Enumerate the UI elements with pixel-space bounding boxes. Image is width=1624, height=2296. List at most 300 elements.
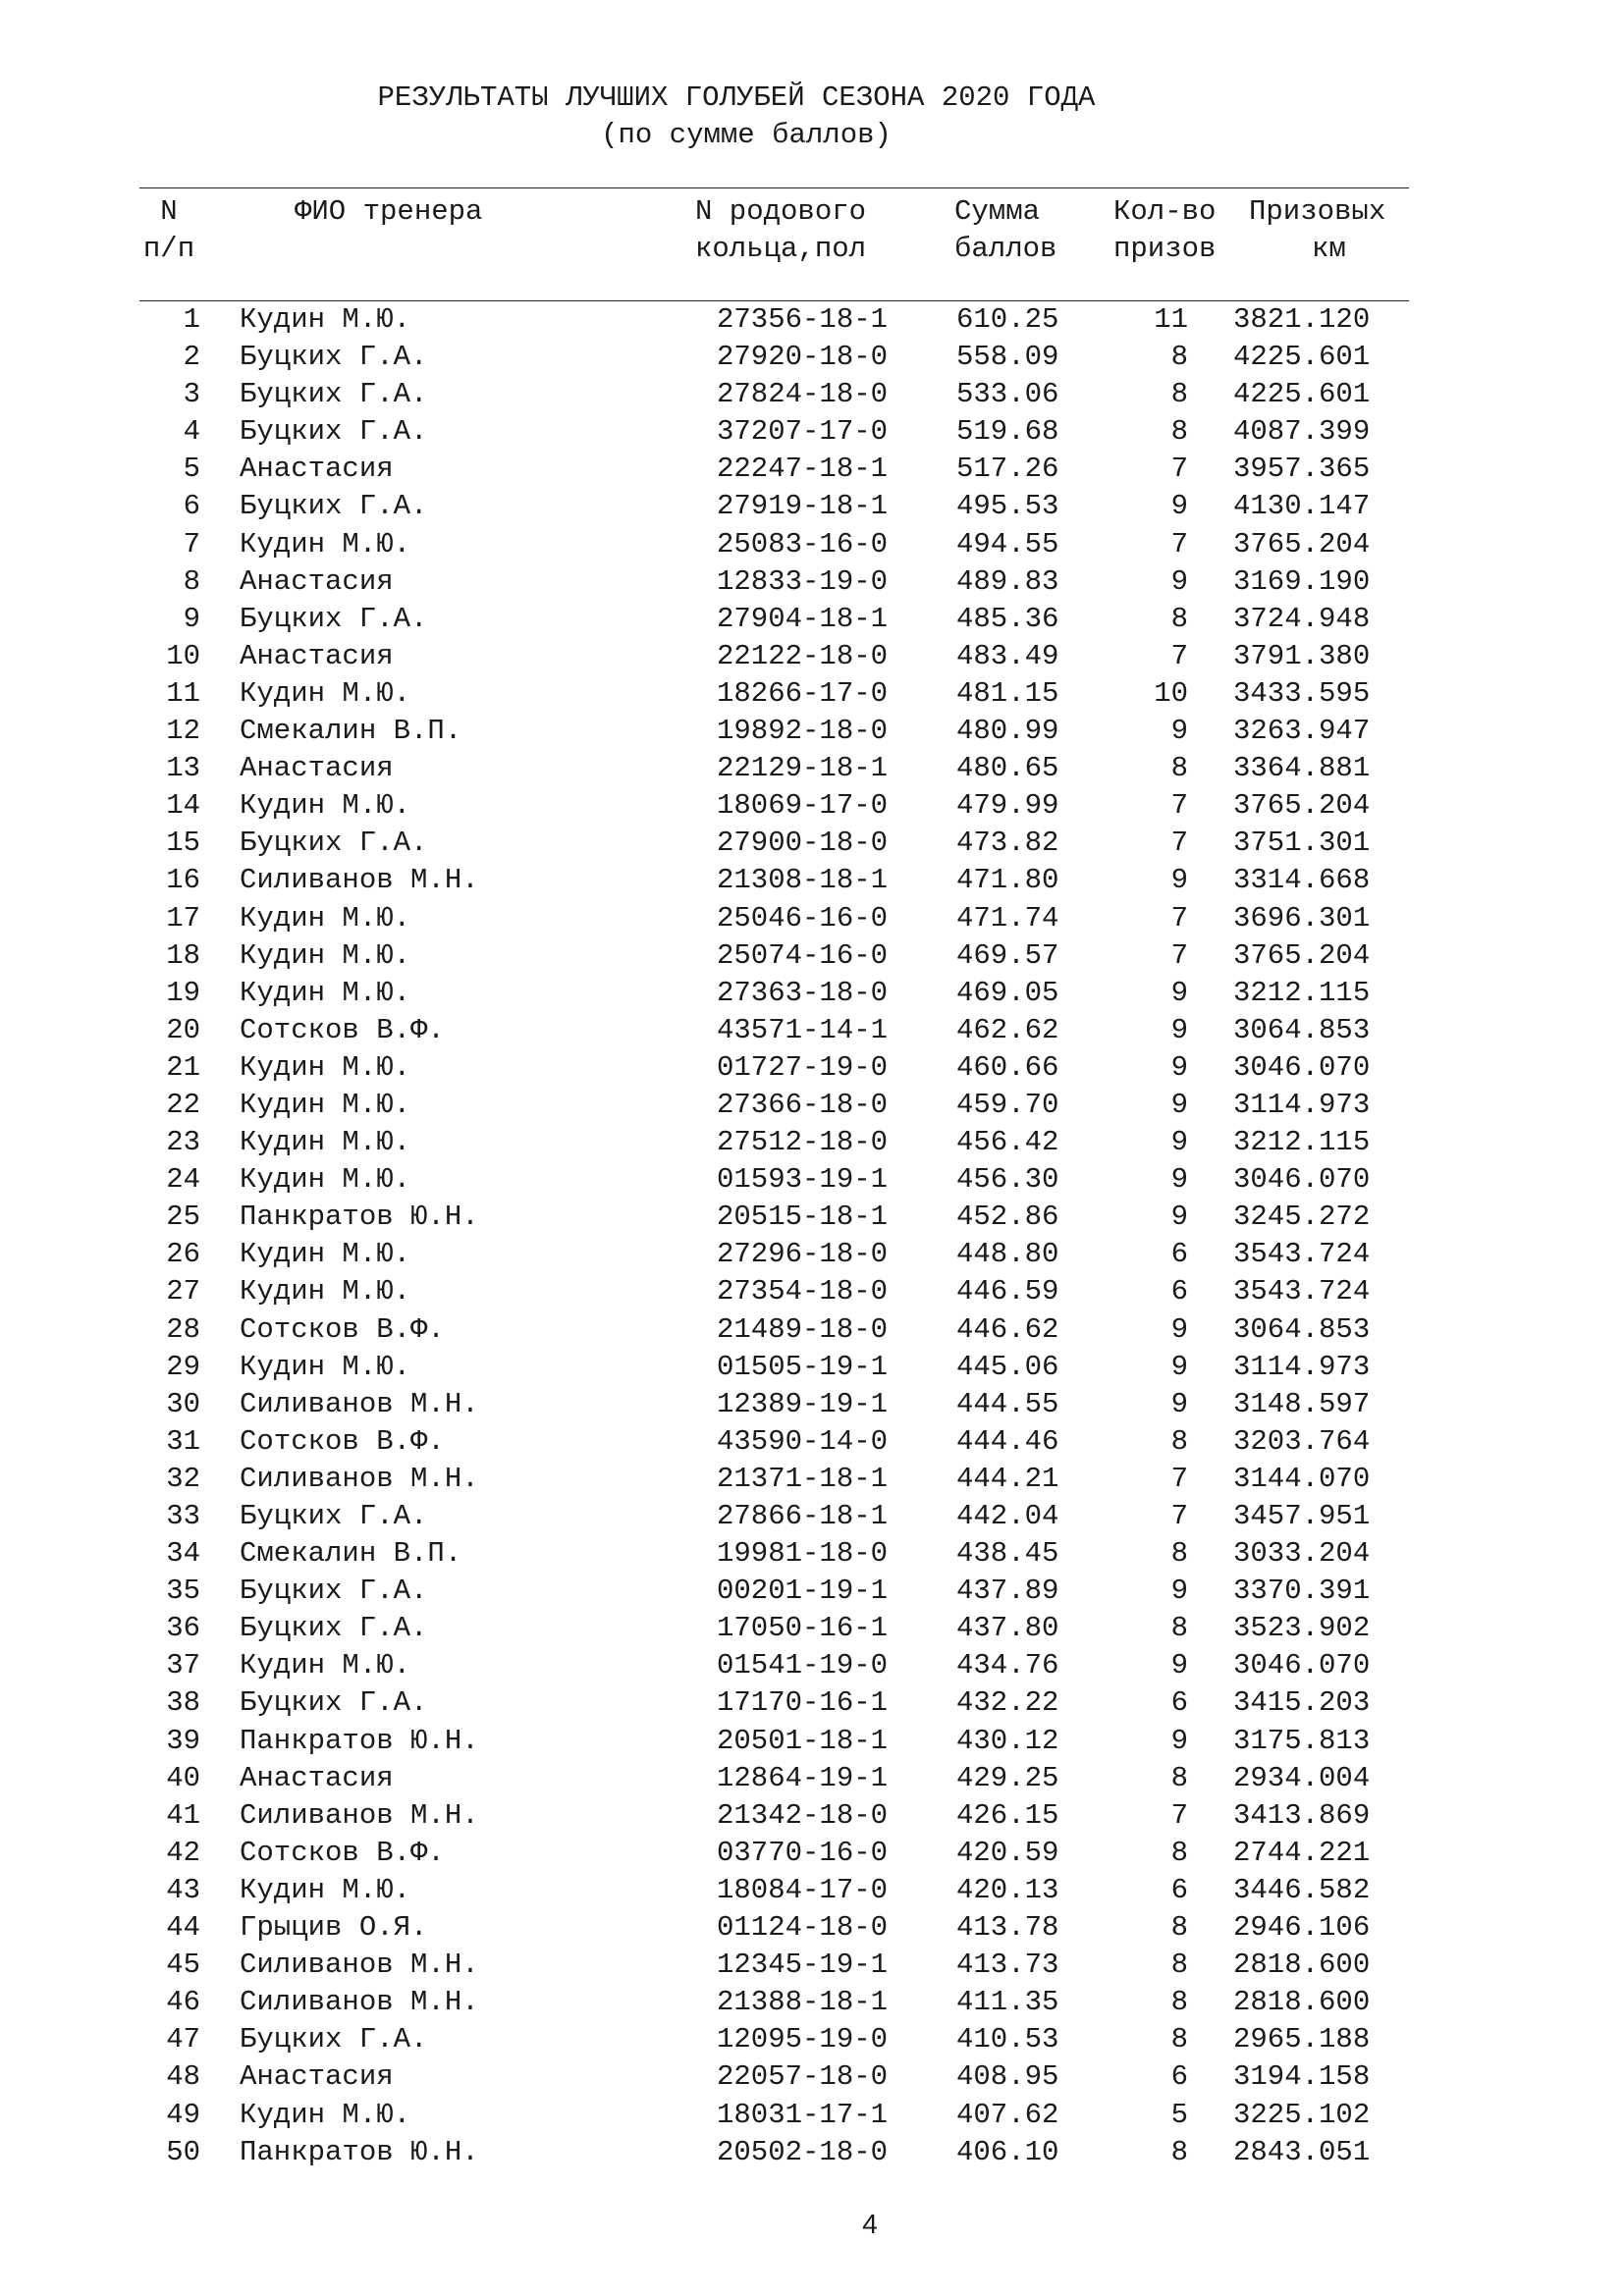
table-row [0,750,1624,787]
points-sum: 420.59 [956,1836,1059,1869]
row-number: 11 [166,676,200,710]
row-number: 44 [166,1911,200,1945]
row-number: 16 [166,864,200,897]
table-row [0,1610,1624,1647]
prize-km: 3446.582 [1233,1873,1371,1906]
row-number: 17 [166,901,200,934]
prize-count: 7 [1170,938,1188,972]
table-row [0,1647,1624,1684]
row-number: 28 [166,1312,200,1346]
points-sum: 494.55 [956,527,1059,561]
row-number: 13 [166,752,200,785]
table-row [0,376,1624,413]
prize-count: 9 [1170,1649,1188,1682]
prize-count: 7 [1170,639,1188,672]
page-subtitle: (по сумме баллов) [601,119,892,151]
prize-km: 2818.600 [1233,1949,1371,1982]
points-sum: 432.22 [956,1686,1059,1720]
points-sum: 471.80 [956,864,1059,897]
row-number: 8 [183,564,200,598]
ring-number: 18084-17-0 [717,1873,889,1906]
table-row [0,675,1624,713]
page-title: РЕЗУЛЬТАТЫ ЛУЧШИХ ГОЛУБЕЙ СЕЗОНА 2020 ГОДА [377,81,1096,114]
ring-number: 20515-18-1 [717,1201,889,1234]
points-sum: 434.76 [956,1649,1059,1682]
prize-count: 9 [1170,1050,1188,1084]
ring-number: 12095-19-0 [717,2023,889,2056]
row-number: 27 [166,1275,200,1308]
prize-km: 3245.272 [1233,1201,1371,1234]
points-sum: 437.89 [956,1575,1059,1608]
trainer-name: Силиванов М.Н. [240,1462,479,1495]
prize-km: 4087.399 [1233,415,1371,449]
trainer-name: Сотсков В.Ф. [240,1836,445,1869]
points-sum: 519.68 [956,415,1059,449]
ring-number: 21388-18-1 [717,1986,889,2019]
prize-count: 8 [1170,1424,1188,1458]
prize-count: 6 [1170,1275,1188,1308]
points-sum: 558.09 [956,341,1059,374]
header-rule-top [139,187,1409,188]
trainer-name: Анастасия [240,564,394,598]
prize-km: 4225.601 [1233,341,1371,374]
points-sum: 446.62 [956,1312,1059,1346]
trainer-name: Панкратов Ю.Н. [240,2135,479,2168]
ring-number: 27512-18-0 [717,1126,889,1159]
row-number: 32 [166,1462,200,1495]
prize-km: 3148.597 [1233,1387,1371,1420]
table-row [0,339,1624,376]
points-sum: 469.05 [956,976,1059,1009]
prize-km: 3144.070 [1233,1462,1371,1495]
row-number: 41 [166,1798,200,1832]
trainer-name: Буцких Г.А. [240,602,428,635]
points-sum: 448.80 [956,1238,1059,1271]
ring-number: 27900-18-0 [717,827,889,860]
prize-count: 9 [1170,1387,1188,1420]
trainer-name: Кудин М.Ю. [240,1163,411,1197]
row-number: 50 [166,2135,200,2168]
table-row [0,2021,1624,2058]
trainer-name: Кудин М.Ю. [240,1649,411,1682]
ring-number: 00201-19-1 [717,1575,889,1608]
table-row [0,1461,1624,1498]
trainer-name: Сотсков В.Ф. [240,1312,445,1346]
table-row [0,1909,1624,1947]
points-sum: 452.86 [956,1201,1059,1234]
ring-number: 18031-17-1 [717,2098,889,2131]
trainer-name: Анастасия [240,453,394,486]
table-row [0,713,1624,750]
prize-count: 7 [1170,901,1188,934]
trainer-name: Панкратов Ю.Н. [240,1201,479,1234]
trainer-name: Анастасия [240,1761,394,1794]
prize-km: 3543.724 [1233,1275,1371,1308]
trainer-name: Кудин М.Ю. [240,789,411,823]
points-sum: 408.95 [956,2060,1059,2094]
trainer-name: Кудин М.Ю. [240,676,411,710]
table-row [0,1124,1624,1161]
table-row [0,900,1624,937]
ring-number: 37207-17-0 [717,415,889,449]
ring-number: 12389-19-1 [717,1387,889,1420]
table-row [0,937,1624,975]
points-sum: 473.82 [956,827,1059,860]
prize-count: 10 [1154,676,1188,710]
table-row [0,1199,1624,1236]
prize-count: 9 [1170,1724,1188,1757]
prize-count: 9 [1170,1575,1188,1608]
prize-km: 3046.070 [1233,1050,1371,1084]
prize-count: 6 [1170,1873,1188,1906]
trainer-name: Кудин М.Ю. [240,1873,411,1906]
points-sum: 456.42 [956,1126,1059,1159]
ring-number: 22129-18-1 [717,752,889,785]
prize-count: 7 [1170,827,1188,860]
table-row [0,2058,1624,2096]
ring-number: 21308-18-1 [717,864,889,897]
row-number: 46 [166,1986,200,2019]
table-row [0,1273,1624,1310]
table-row [0,1573,1624,1610]
prize-count: 9 [1170,1088,1188,1121]
row-number: 22 [166,1088,200,1121]
prize-km: 3791.380 [1233,639,1371,672]
trainer-name: Кудин М.Ю. [240,976,411,1009]
points-sum: 438.45 [956,1537,1059,1571]
row-number: 47 [166,2023,200,2056]
prize-count: 7 [1170,1462,1188,1495]
table-row [0,526,1624,563]
row-number: 7 [183,527,200,561]
row-number: 15 [166,827,200,860]
points-sum: 460.66 [956,1050,1059,1084]
prize-km: 3203.764 [1233,1424,1371,1458]
header-ring-line1: N родового [695,195,867,228]
trainer-name: Анастасия [240,639,394,672]
prize-km: 2934.004 [1233,1761,1371,1794]
trainer-name: Силиванов М.Н. [240,864,479,897]
ring-number: 25074-16-0 [717,938,889,972]
ring-number: 43571-14-1 [717,1013,889,1046]
row-number: 6 [183,490,200,523]
prize-km: 3457.951 [1233,1500,1371,1532]
prize-km: 3696.301 [1233,901,1371,934]
row-number: 42 [166,1836,200,1869]
table-row [0,787,1624,825]
trainer-name: Кудин М.Ю. [240,303,411,336]
row-number: 2 [183,341,200,374]
prize-count: 11 [1154,303,1188,336]
trainer-name: Кудин М.Ю. [240,1126,411,1159]
ring-number: 03770-16-0 [717,1836,889,1869]
ring-number: 01541-19-0 [717,1649,889,1682]
ring-number: 20501-18-1 [717,1724,889,1757]
trainer-name: Кудин М.Ю. [240,527,411,561]
row-number: 20 [166,1013,200,1046]
ring-number: 27354-18-0 [717,1275,889,1308]
results-table [0,301,1624,2171]
prize-count: 9 [1170,1126,1188,1159]
prize-km: 3064.853 [1233,1013,1371,1046]
ring-number: 22122-18-0 [717,639,889,672]
points-sum: 444.55 [956,1387,1059,1420]
table-row [0,413,1624,451]
points-sum: 485.36 [956,602,1059,635]
trainer-name: Силиванов М.Н. [240,1798,479,1832]
trainer-name: Кудин М.Ю. [240,1350,411,1383]
prize-count: 7 [1170,453,1188,486]
row-number: 34 [166,1537,200,1571]
header-num-line1: N [160,195,178,228]
prize-count: 7 [1170,789,1188,823]
prize-km: 3724.948 [1233,602,1371,635]
prize-count: 8 [1170,378,1188,411]
trainer-name: Смекалин В.П. [240,715,462,748]
prize-count: 8 [1170,341,1188,374]
table-row [0,488,1624,525]
prize-km: 3543.724 [1233,1238,1371,1271]
row-number: 23 [166,1126,200,1159]
prize-km: 3033.204 [1233,1537,1371,1571]
table-row [0,975,1624,1012]
table-row [0,1349,1624,1386]
prize-km: 3765.204 [1233,527,1371,561]
table-row [0,638,1624,675]
prize-km: 2744.221 [1233,1836,1371,1869]
points-sum: 481.15 [956,676,1059,710]
table-row [0,2097,1624,2134]
row-number: 5 [183,453,200,486]
header-km-line1: Призовых [1249,195,1386,228]
prize-km: 3523.902 [1233,1612,1371,1645]
table-row [0,451,1624,488]
prize-count: 9 [1170,1013,1188,1046]
prize-count: 9 [1170,1350,1188,1383]
trainer-name: Кудин М.Ю. [240,1238,411,1271]
ring-number: 21342-18-0 [717,1798,889,1832]
points-sum: 407.62 [956,2098,1059,2131]
prize-count: 8 [1170,1761,1188,1794]
points-sum: 483.49 [956,639,1059,672]
table-row [0,301,1624,339]
prize-count: 8 [1170,1911,1188,1945]
row-number: 4 [183,415,200,449]
table-row [0,825,1624,862]
table-row [0,1760,1624,1797]
row-number: 12 [166,715,200,748]
ring-number: 20502-18-0 [717,2135,889,2168]
trainer-name: Буцких Г.А. [240,415,428,449]
table-row [0,1723,1624,1760]
table-row [0,1311,1624,1349]
points-sum: 429.25 [956,1761,1059,1794]
table-row [0,563,1624,601]
prize-count: 8 [1170,1836,1188,1869]
prize-count: 8 [1170,602,1188,635]
points-sum: 469.57 [956,938,1059,972]
prize-km: 3114.973 [1233,1350,1371,1383]
prize-km: 3765.204 [1233,938,1371,972]
points-sum: 413.78 [956,1911,1059,1945]
points-sum: 446.59 [956,1275,1059,1308]
prize-km: 3064.853 [1233,1312,1371,1346]
points-sum: 479.99 [956,789,1059,823]
points-sum: 444.46 [956,1424,1059,1458]
header-num-line2: п/п [142,233,195,265]
prize-km: 2818.600 [1233,1986,1371,2019]
row-number: 14 [166,789,200,823]
row-number: 21 [166,1050,200,1084]
trainer-name: Буцких Г.А. [240,1686,428,1720]
trainer-name: Буцких Г.А. [240,1500,428,1532]
trainer-name: Буцких Г.А. [240,490,428,523]
prize-count: 8 [1170,1537,1188,1571]
points-sum: 413.73 [956,1949,1059,1982]
prize-count: 5 [1170,2098,1188,2131]
prize-km: 4130.147 [1233,490,1371,523]
prize-km: 3046.070 [1233,1163,1371,1197]
row-number: 38 [166,1686,200,1720]
points-sum: 411.35 [956,1986,1059,2019]
row-number: 25 [166,1201,200,1234]
header-sum-line1: Сумма [954,195,1041,228]
points-sum: 410.53 [956,2023,1059,2056]
trainer-name: Анастасия [240,752,394,785]
table-row [0,1684,1624,1722]
ring-number: 27866-18-1 [717,1500,889,1532]
trainer-name: Силиванов М.Н. [240,1387,479,1420]
points-sum: 495.53 [956,490,1059,523]
prize-count: 8 [1170,2023,1188,2056]
trainer-name: Буцких Г.А. [240,378,428,411]
prize-count: 9 [1170,1163,1188,1197]
prize-km: 3413.869 [1233,1798,1371,1832]
trainer-name: Панкратов Ю.Н. [240,1724,479,1757]
table-row [0,1947,1624,1984]
prize-km: 3415.203 [1233,1686,1371,1720]
row-number: 29 [166,1350,200,1383]
prize-count: 9 [1170,976,1188,1009]
trainer-name: Сотсков В.Ф. [240,1013,445,1046]
table-row [0,601,1624,638]
trainer-name: Буцких Г.А. [240,1575,428,1608]
header-sum-line2: баллов [954,233,1057,265]
prize-count: 8 [1170,1612,1188,1645]
table-row [0,1423,1624,1461]
ring-number: 43590-14-0 [717,1424,889,1458]
ring-number: 01593-19-1 [717,1163,889,1197]
table-row [0,1498,1624,1535]
prize-km: 3114.973 [1233,1088,1371,1121]
trainer-name: Кудин М.Ю. [240,901,411,934]
row-number: 31 [166,1424,200,1458]
trainer-name: Кудин М.Ю. [240,1088,411,1121]
table-row [0,1984,1624,2021]
trainer-name: Сотсков В.Ф. [240,1424,445,1458]
prize-count: 6 [1170,1686,1188,1720]
points-sum: 480.65 [956,752,1059,785]
points-sum: 489.83 [956,564,1059,598]
prize-km: 3175.813 [1233,1724,1371,1757]
row-number: 39 [166,1724,200,1757]
prize-count: 9 [1170,1312,1188,1346]
ring-number: 22057-18-0 [717,2060,889,2094]
prize-km: 2843.051 [1233,2135,1371,2168]
prize-km: 3765.204 [1233,789,1371,823]
trainer-name: Кудин М.Ю. [240,938,411,972]
prize-km: 3433.595 [1233,676,1371,710]
ring-number: 22247-18-1 [717,453,889,486]
ring-number: 25046-16-0 [717,901,889,934]
prize-count: 8 [1170,2135,1188,2168]
row-number: 36 [166,1612,200,1645]
ring-number: 12833-19-0 [717,564,889,598]
row-number: 45 [166,1949,200,1982]
prize-km: 3957.365 [1233,453,1371,486]
prize-km: 3370.391 [1233,1575,1371,1608]
ring-number: 01727-19-0 [717,1050,889,1084]
points-sum: 430.12 [956,1724,1059,1757]
table-row [0,2134,1624,2171]
trainer-name: Анастасия [240,2060,394,2094]
trainer-name: Силиванов М.Н. [240,1986,479,2019]
prize-km: 3212.115 [1233,976,1371,1009]
row-number: 30 [166,1387,200,1420]
table-row [0,1161,1624,1199]
trainer-name: Кудин М.Ю. [240,1275,411,1308]
ring-number: 18069-17-0 [717,789,889,823]
header-ring-line2: кольца,пол [695,233,867,265]
header-count-line2: призов [1113,233,1217,265]
table-row [0,1535,1624,1573]
ring-number: 27356-18-1 [717,303,889,336]
ring-number: 17050-16-1 [717,1612,889,1645]
row-number: 18 [166,938,200,972]
points-sum: 480.99 [956,715,1059,748]
prize-km: 4225.601 [1233,378,1371,411]
ring-number: 21489-18-0 [717,1312,889,1346]
ring-number: 27366-18-0 [717,1088,889,1121]
prize-km: 3263.947 [1233,715,1371,748]
ring-number: 12864-19-1 [717,1761,889,1794]
prize-km: 3314.668 [1233,864,1371,897]
row-number: 48 [166,2060,200,2094]
prize-km: 3751.301 [1233,827,1371,860]
trainer-name: Буцких Г.А. [240,2023,428,2056]
prize-count: 8 [1170,415,1188,449]
prize-km: 3225.102 [1233,2098,1371,2131]
prize-count: 9 [1170,715,1188,748]
points-sum: 471.74 [956,901,1059,934]
points-sum: 462.62 [956,1013,1059,1046]
ring-number: 18266-17-0 [717,676,889,710]
trainer-name: Буцких Г.А. [240,827,428,860]
points-sum: 459.70 [956,1088,1059,1121]
prize-count: 9 [1170,490,1188,523]
row-number: 37 [166,1649,200,1682]
row-number: 9 [183,602,200,635]
row-number: 3 [183,378,200,411]
points-sum: 445.06 [956,1350,1059,1383]
prize-count: 7 [1170,1798,1188,1832]
points-sum: 610.25 [956,303,1059,336]
prize-km: 3169.190 [1233,564,1371,598]
table-row [0,1386,1624,1423]
trainer-name: Силиванов М.Н. [240,1949,479,1982]
points-sum: 517.26 [956,453,1059,486]
prize-count: 8 [1170,1986,1188,2019]
